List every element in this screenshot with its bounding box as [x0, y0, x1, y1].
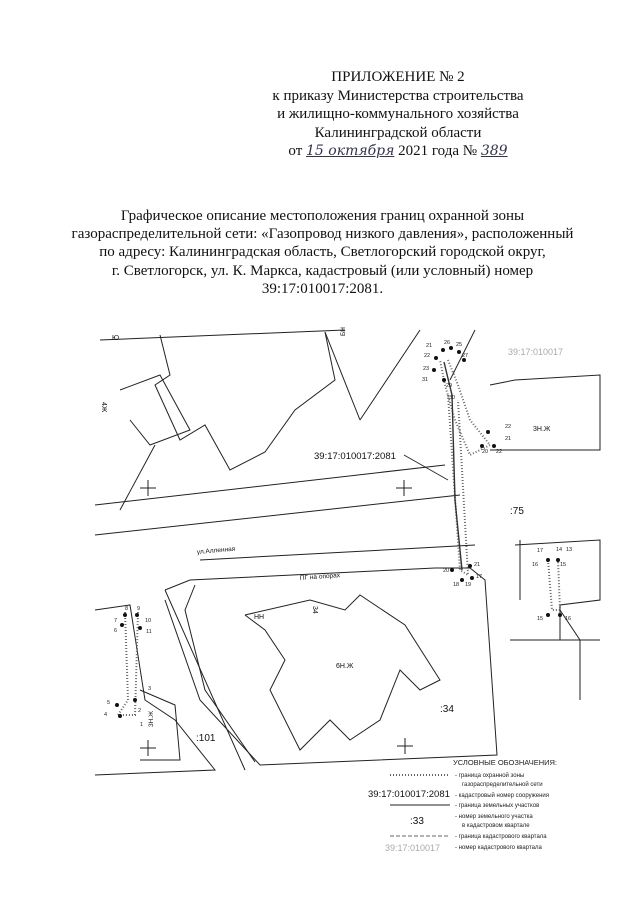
survey-point	[115, 703, 119, 707]
point-label: 11	[146, 629, 152, 635]
protection-zone-boundary	[448, 395, 468, 575]
survey-point	[546, 613, 550, 617]
point-label: 14	[556, 547, 563, 553]
building-outline	[155, 332, 335, 470]
legend-item-1b: газораспределительной сети	[462, 782, 543, 788]
survey-point	[486, 430, 490, 434]
parcel-75-label: :75	[510, 506, 524, 517]
point-label: 30	[449, 395, 456, 401]
point-label: 17	[476, 574, 483, 580]
region-line: Калининградской области	[314, 124, 482, 141]
cadastral-map	[0, 320, 640, 880]
survey-point	[468, 564, 472, 568]
building-nn-label: НН	[254, 614, 265, 621]
parcel-boundary	[325, 332, 360, 420]
survey-point	[442, 378, 446, 382]
survey-point	[558, 613, 562, 617]
point-label: 13	[566, 547, 573, 553]
point-label: 19	[465, 582, 472, 588]
parcel-101-label: :101	[196, 733, 216, 744]
point-label: 1	[140, 722, 144, 728]
title-line-1: Графическое описание местоположения границ охранной зоны	[120, 208, 525, 224]
point-label: 27	[462, 353, 469, 359]
point-label: 22	[424, 353, 431, 359]
point-label: 2	[138, 708, 142, 714]
point-label: 17	[537, 548, 544, 554]
legend-item-4b: в кадастровом квартале	[462, 823, 530, 829]
survey-point	[492, 444, 496, 448]
survey-point	[546, 558, 550, 562]
building-mark-34: 34	[311, 606, 318, 614]
date-prefix: от	[288, 143, 303, 159]
point-label: 20	[443, 568, 450, 574]
edge-label-n: Ю	[112, 335, 120, 342]
ministry-line: и жилищно-коммунального хозяйства	[277, 106, 519, 122]
title-line-5: 39:17:010017:2081.	[261, 280, 384, 297]
parcel-boundary	[100, 330, 345, 340]
survey-point	[432, 368, 436, 372]
point-label: 31	[422, 377, 429, 383]
point-label: 6	[114, 628, 118, 634]
survey-point	[450, 568, 454, 572]
legend-quarter-sample: 39:17:010017	[385, 843, 441, 853]
survey-cross	[396, 480, 412, 496]
survey-point	[135, 613, 139, 617]
survey-point	[480, 444, 484, 448]
title-line-2: газораспределительной сети: «Газопровод низкого давления», расположенный	[71, 226, 574, 243]
point-label: 23	[423, 366, 430, 372]
survey-point	[441, 348, 445, 352]
survey-point	[449, 346, 453, 350]
point-label: 25	[456, 342, 463, 348]
title-line-4: г. Светлогорск, ул. К. Маркса, кадастровый (или условный) номер	[111, 262, 534, 279]
protection-zone-boundary	[548, 560, 560, 610]
legend-cadastral-sample: 39:17:010017:2081	[368, 789, 450, 800]
date-line	[248, 142, 548, 161]
survey-point	[460, 578, 464, 582]
date-suffix: 2021 года №	[398, 143, 478, 159]
parcel-34-label: :34	[440, 704, 454, 715]
legend-item-1a: - граница охранной зоны	[455, 773, 525, 779]
survey-point	[470, 576, 474, 580]
building-6nzh-label: 6Н.Ж	[336, 663, 354, 670]
point-label: 22	[505, 424, 512, 430]
survey-point	[120, 623, 124, 627]
point-label: 21	[474, 562, 481, 568]
building-6nzh-outline	[245, 595, 440, 750]
quarter-label: 39:17:010017	[508, 347, 564, 357]
appendix-title: ПРИЛОЖЕНИЕ № 2	[331, 69, 465, 85]
point-label: 9	[137, 606, 141, 612]
edge-label-bn: БН	[340, 327, 347, 336]
point-label: 29	[446, 383, 453, 389]
survey-point	[118, 714, 122, 718]
survey-point	[434, 356, 438, 360]
point-label: 4	[104, 712, 108, 718]
point-label: 8	[125, 606, 129, 612]
legend-item-2: - кадастровый номер сооружения	[455, 793, 549, 799]
pg-label: ПГ на опорах	[299, 572, 341, 582]
survey-point	[138, 626, 142, 630]
point-label: 16	[565, 616, 572, 622]
point-label: 26	[444, 340, 451, 346]
legend-item-5: - граница кадастрового квартала	[455, 834, 547, 840]
appendix-header	[248, 68, 548, 161]
building-3nzh-left-label: 3Н.Ж	[148, 710, 155, 727]
title-line-3: по адресу: Калининградская область, Светлогорский городской округ,	[99, 244, 546, 261]
label-leader	[404, 455, 448, 480]
road-line	[95, 495, 460, 535]
edge-label-4zh: 4Ж	[100, 402, 107, 413]
legend-item-4a: - номер земельного участка	[455, 814, 533, 820]
road-line	[200, 545, 475, 560]
survey-point	[123, 613, 127, 617]
order-line: к приказу Министерства строительства	[272, 87, 524, 104]
street-label: ул.Алленная	[196, 545, 236, 556]
handwritten-date: 15 октября	[306, 143, 395, 159]
point-label: 5	[107, 700, 111, 706]
point-label: 10	[145, 618, 152, 624]
survey-point	[457, 350, 461, 354]
point-label: 7	[114, 618, 118, 624]
point-label: 16	[532, 562, 539, 568]
handwritten-number: 389	[480, 143, 508, 159]
survey-point	[133, 698, 137, 702]
legend-title: УСЛОВНЫЕ ОБОЗНАЧЕНИЯ:	[453, 758, 558, 767]
legend-item-3: - граница земельных участков	[455, 803, 540, 809]
point-label: 21	[426, 343, 433, 349]
parcel-boundary	[515, 540, 600, 640]
document-title	[60, 207, 585, 298]
point-label: 15	[560, 562, 567, 568]
cadastral-number-label: 39:17:010017:2081	[314, 451, 396, 462]
point-label: 21	[505, 436, 512, 442]
point-label: 22	[496, 449, 503, 455]
legend-item-6: - номер кадастрового квартала	[455, 845, 542, 851]
gas-pipeline	[444, 362, 462, 570]
point-label: 18	[453, 582, 460, 588]
point-label: 3	[148, 686, 152, 692]
parcel-boundary	[560, 610, 580, 700]
parcel-boundary	[360, 330, 420, 420]
point-label: 15	[537, 616, 544, 622]
building-3nzh-right-label: 3Н.Ж	[533, 426, 551, 433]
legend-parcel-sample: :33	[410, 816, 424, 827]
survey-cross	[140, 740, 156, 756]
point-label: 20	[482, 449, 489, 455]
survey-cross	[397, 738, 413, 754]
survey-cross	[140, 480, 156, 496]
